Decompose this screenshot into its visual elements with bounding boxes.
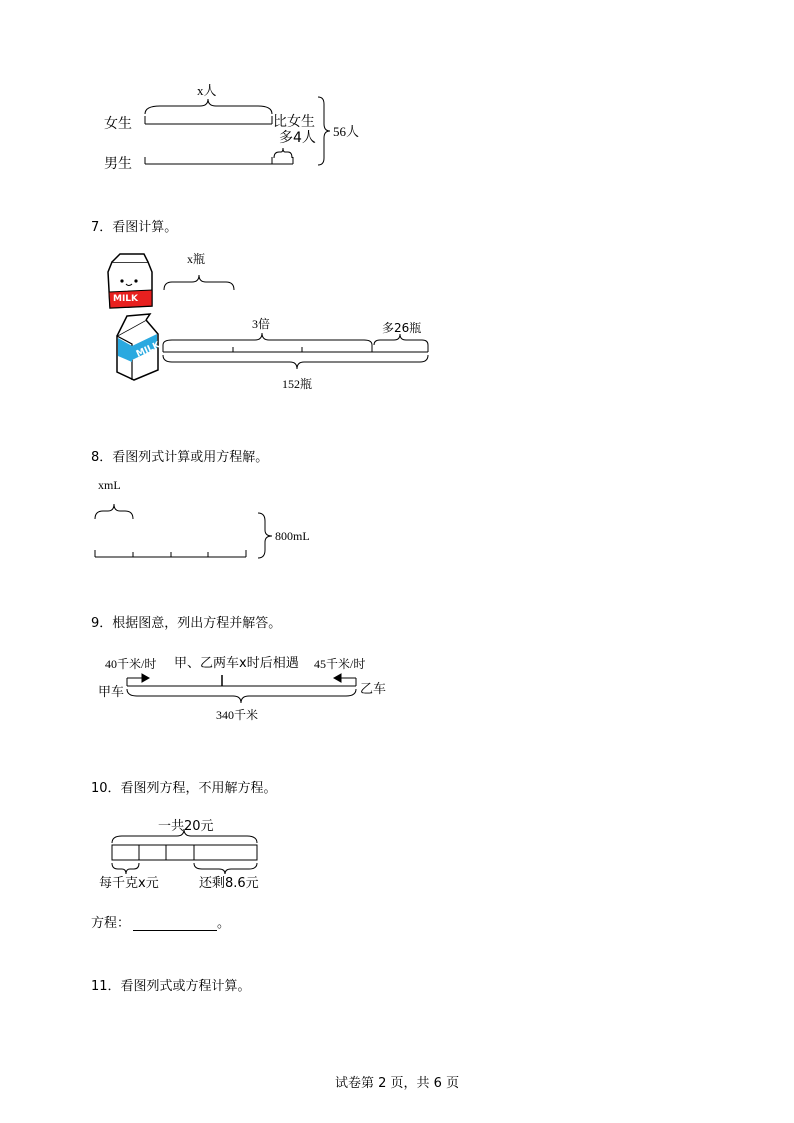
equation-answer-blank[interactable] — [133, 930, 217, 931]
question-11-title: 11．看图列式或方程计算。 — [91, 979, 251, 994]
carton-label-blue: MILK — [134, 340, 162, 360]
x-bottles-label: x瓶 — [187, 252, 206, 266]
speed-b-label: 45千米/时 — [314, 657, 366, 671]
equation-suffix: 。 — [217, 916, 231, 931]
total-800ml-label: 800mL — [275, 529, 310, 543]
total-people-label: 56人 — [333, 124, 360, 139]
girls-label: 女生 — [104, 116, 132, 132]
equation-prefix: 方程： — [91, 916, 131, 931]
question-10-title: 10．看图列方程，不用解方程。 — [91, 781, 277, 796]
price-per-kg-label: 每千克x元 — [99, 876, 159, 891]
total-152-bottles-label: 152瓶 — [282, 377, 313, 391]
three-times-label: 3倍 — [252, 317, 271, 331]
x-ml-label: xmL — [98, 478, 121, 492]
meet-text-label: 甲、乙两车x时后相遇 — [174, 656, 299, 671]
carton-label-red: MILK — [113, 294, 139, 304]
distance-label: 340千米 — [216, 708, 259, 722]
car-b-label: 乙车 — [360, 682, 387, 697]
total-20-yuan-label: 一共20元 — [158, 819, 214, 834]
car-a-label: 甲车 — [98, 685, 125, 700]
speed-a-label: 40千米/时 — [105, 657, 157, 671]
question-8-title: 8．看图列式计算或用方程解。 — [91, 450, 269, 465]
more-26-bottles-label: 多26瓶 — [382, 321, 422, 335]
x-people-label: x人 — [197, 83, 217, 98]
more-than-girls-line2: 多4人 — [279, 130, 316, 146]
boys-label: 男生 — [104, 156, 132, 172]
left-86-yuan-label: 还剩8.6元 — [199, 876, 259, 891]
more-than-girls-line1: 比女生 — [273, 114, 315, 130]
question-7-title: 7．看图计算。 — [91, 220, 178, 235]
question-9-title: 9．根据图意，列出方程并解答。 — [91, 616, 282, 631]
page-footer: 试卷第 2 页，共 6 页 — [335, 1076, 460, 1091]
